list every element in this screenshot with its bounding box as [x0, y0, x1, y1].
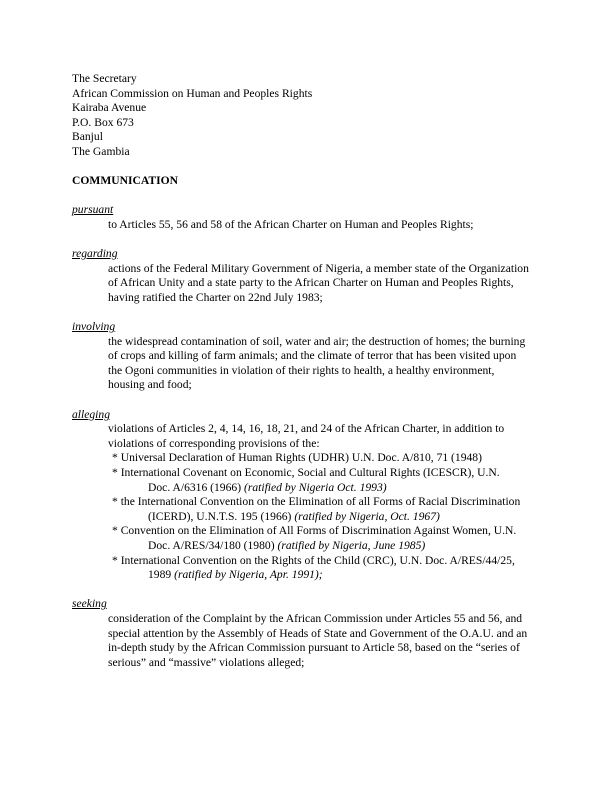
body-line: of crops and killing of farm animals; and the climate of terror that has been visited upon: [108, 349, 517, 363]
section-label: pursuant: [72, 203, 114, 217]
section-label: involving: [72, 320, 116, 334]
body-line: housing and food;: [108, 378, 192, 392]
address-line: The Secretary: [72, 72, 137, 85]
ratification-note: (ratified by Nigeria, Oct. 1967): [294, 509, 440, 523]
section-regarding: [72, 247, 548, 305]
treaty-line: * International Convention on the Rights of the Child (CRC), U.N. Doc. A/RES/44/25,: [112, 553, 515, 567]
section-seeking: [72, 597, 548, 670]
body-line: the widespread contamination of soil, water and air; the destruction of homes; the burning: [108, 334, 526, 348]
section-label: regarding: [72, 247, 118, 261]
address-line: The Gambia: [72, 144, 130, 158]
treaty-item: [72, 495, 548, 524]
communication-heading: COMMUNICATION: [72, 174, 179, 188]
address-line: Kairaba Avenue: [72, 101, 147, 115]
treaty-line: * the International Convention on the Elimination of all Forms of Racial Discrimination: [112, 495, 521, 509]
body-line: in-depth study by the African Commission pursuant to Article 58, based on the “series of: [108, 641, 520, 655]
body-line: having ratified the Charter on 22nd July 1983;: [108, 290, 323, 304]
section-involving: [72, 320, 548, 393]
body-line: the Ogoni communities in violation of their rights to health, a healthy environment,: [108, 363, 495, 377]
body-line: to Articles 55, 56 and 58 of the African Charter on Human and Peoples Rights;: [108, 217, 474, 231]
treaty-item: [72, 554, 548, 583]
body-line: actions of the Federal Military Government of Nigeria, a member state of the Organization: [108, 261, 529, 275]
ratification-note: (ratified by Nigeria Oct. 1993): [243, 480, 387, 494]
document-page: [72, 72, 548, 670]
body-line: violations of corresponding provisions of the:: [108, 436, 320, 450]
treaty-item: [72, 466, 548, 495]
section-alleging: [72, 408, 548, 583]
treaty-item: [72, 451, 548, 466]
treaty-line: Doc. A/6316 (1966): [148, 480, 244, 494]
ratification-note: (ratified by Nigeria, Apr. 1991);: [174, 568, 323, 582]
section-label: seeking: [72, 597, 107, 611]
ratification-note: (ratified by Nigeria, June 1985): [277, 539, 426, 552]
treaty-line: * Universal Declaration of Human Rights (UDHR) U.N. Doc. A/810, 71 (1948): [112, 451, 482, 465]
treaty-line: * Convention on the Elimination of All Forms of Discrimination Against Women, U.N.: [112, 524, 517, 538]
section-pursuant: [72, 203, 548, 232]
address-line: P.O. Box 673: [72, 115, 134, 129]
body-line: serious” and “massive” violations alleged;: [108, 655, 305, 669]
section-label: alleging: [72, 407, 110, 421]
treaty-item: [72, 524, 548, 553]
address-line: Banjul: [72, 130, 103, 144]
body-line: of African Unity and a state party to the African Charter on Human and Peoples Rights,: [108, 276, 514, 290]
treaty-line: Doc. A/RES/34/180 (1980): [148, 539, 278, 552]
treaty-line: (ICERD), U.N.T.S. 195 (1966): [148, 509, 295, 523]
address-line: African Commission on Human and Peoples Rights: [72, 86, 313, 100]
body-line: special attention by the Assembly of Heads of State and Government of the O.A.U. and an: [108, 626, 528, 640]
treaty-line: * International Covenant on Economic, Social and Cultural Rights (ICESCR), U.N.: [112, 466, 500, 480]
treaty-line: 1989: [148, 568, 175, 582]
body-line: violations of Articles 2, 4, 14, 16, 18, 21, and 24 of the African Charter, in addition to: [108, 422, 505, 436]
body-line: consideration of the Complaint by the African Commission under Articles 55 and 56, and: [108, 611, 523, 625]
recipient-address: [72, 72, 548, 160]
